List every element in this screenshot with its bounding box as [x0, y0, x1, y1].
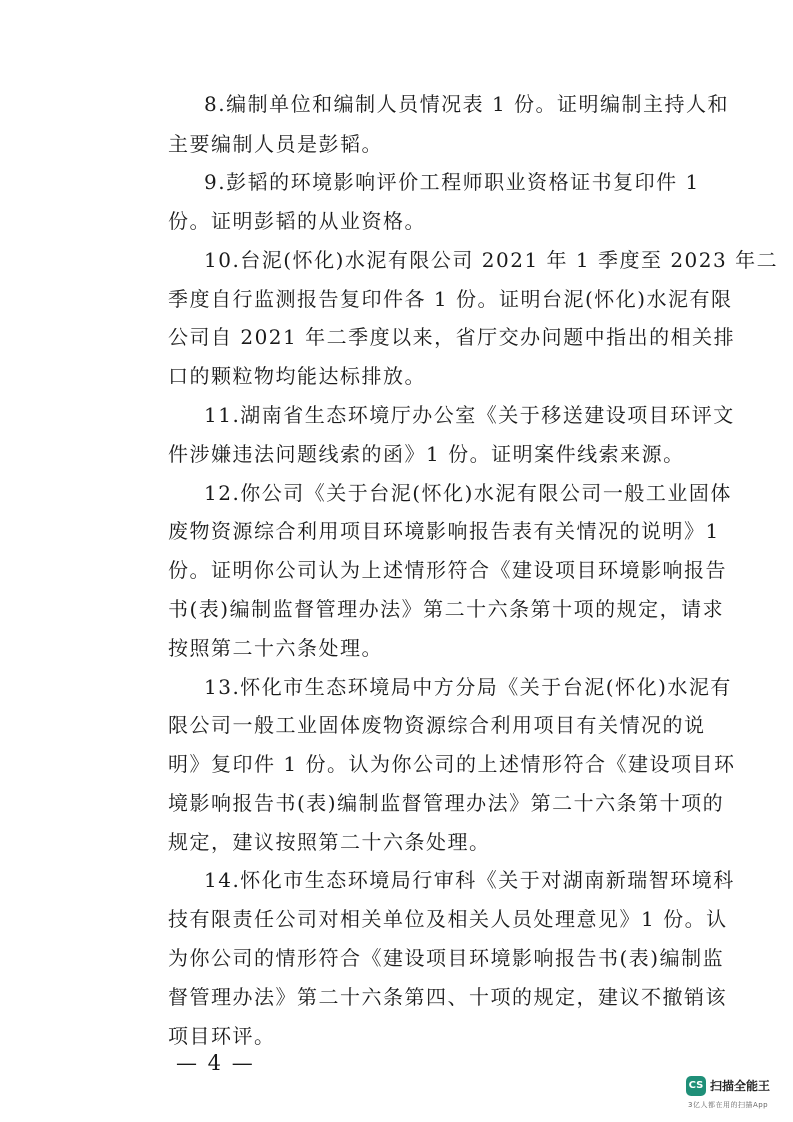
- paragraph-12-line-3: 份。证明你公司认为上述情形符合《建设项目环境影响报告: [168, 558, 727, 582]
- paragraph-10-line-1: 10.台泥(怀化)水泥有限公司 2021 年 1 季度至 2023 年二: [204, 248, 779, 272]
- paragraph-14-line-5: 项目环评。: [168, 1024, 276, 1048]
- paragraph-13-line-4: 境影响报告书(表)编制监督管理办法》第二十六条第十项的: [168, 791, 725, 815]
- paragraph-12-line-2: 废物资源综合利用项目环境影响报告表有关情况的说明》1: [168, 519, 720, 543]
- paragraph-10-line-2: 季度自行监测报告复印件各 1 份。证明台泥(怀化)水泥有限: [168, 287, 733, 311]
- paragraph-8-line-2: 主要编制人员是彭韬。: [168, 132, 383, 156]
- paragraph-12-line-4: 书(表)编制监督管理办法》第二十六条第十项的规定，请求: [168, 597, 725, 621]
- paragraph-10-line-4: 口的颗粒物均能达标排放。: [168, 364, 426, 388]
- paragraph-14-line-3: 为你公司的情形符合《建设项目环境影响报告书(表)编制监: [168, 946, 725, 970]
- paragraph-13-line-2: 限公司一般工业固体废物资源综合利用项目有关情况的说: [168, 713, 706, 737]
- paragraph-14-line-1: 14.怀化市生态环境局行审科《关于对湖南新瑞智环境科: [204, 868, 735, 892]
- paragraph-9-line-1: 9.彭韬的环境影响评价工程师职业资格证书复印件 1: [204, 170, 700, 194]
- paragraph-8-line-1: 8.编制单位和编制人员情况表 1 份。证明编制主持人和: [204, 92, 730, 116]
- paragraph-11-line-1: 11.湖南省生态环境厅办公室《关于移送建设项目环评文: [204, 403, 735, 427]
- watermark-tagline: 3亿人都在用的扫描App: [688, 1101, 769, 1109]
- paragraph-10-line-3: 公司自 2021 年二季度以来，省厅交办问题中指出的相关排: [168, 325, 736, 349]
- paragraph-14-line-4: 督管理办法》第二十六条第四、十项的规定，建议不撤销该: [168, 985, 727, 1009]
- watermark-brand-name: 扫描全能王: [710, 1079, 771, 1093]
- page-number: — 4 —: [176, 1051, 255, 1075]
- paragraph-12-line-5: 按照第二十六条处理。: [168, 636, 383, 660]
- camscanner-logo-icon: CS: [686, 1076, 706, 1096]
- paragraph-13-line-3: 明》复印件 1 份。认为你公司的上述情形符合《建设项目环: [168, 752, 736, 776]
- paragraph-13-line-1: 13.怀化市生态环境局中方分局《关于台泥(怀化)水泥有: [204, 675, 732, 699]
- camscanner-watermark: [686, 1076, 786, 1116]
- paragraph-13-line-5: 规定，建议按照第二十六条处理。: [168, 830, 491, 854]
- paragraph-11-line-2: 件涉嫌违法问题线索的函》1 份。证明案件线索来源。: [168, 442, 685, 466]
- paragraph-12-line-1: 12.你公司《关于台泥(怀化)水泥有限公司一般工业固体: [204, 481, 732, 505]
- paragraph-9-line-2: 份。证明彭韬的从业资格。: [168, 209, 426, 233]
- paragraph-14-line-2: 技有限责任公司对相关单位及相关人员处理意见》1 份。认: [168, 907, 728, 931]
